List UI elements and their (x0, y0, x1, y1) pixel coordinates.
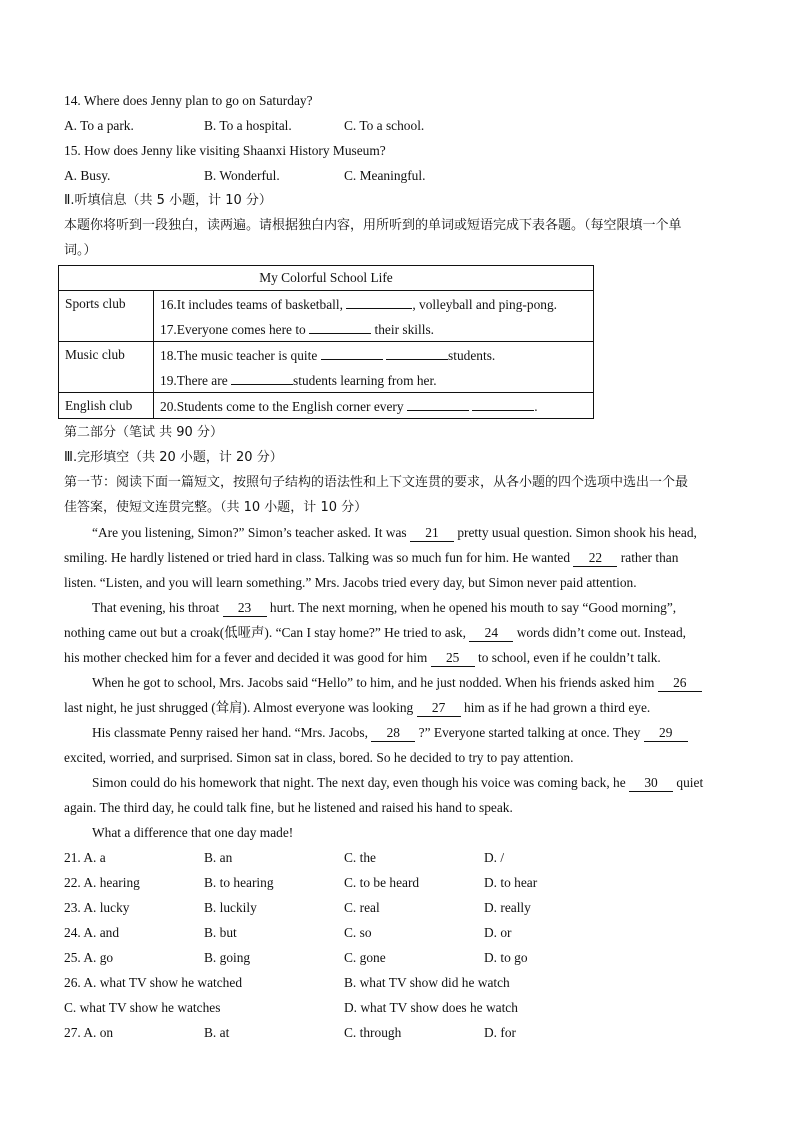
option-a[interactable]: 21. A. a (64, 850, 106, 865)
option-b: B. To a hospital. (204, 118, 292, 133)
option-a: A. To a park. (64, 118, 134, 133)
option-c[interactable]: C. the (344, 850, 376, 865)
option-b[interactable]: B. luckily (204, 900, 257, 915)
passage-line: Simon could do his homework that night. The next day, even though his voice was coming back, he 30 quiet (92, 775, 704, 790)
option-a[interactable]: 26. A. what TV show he watched (64, 975, 243, 990)
section-3-instruction-line-1: 第一节：阅读下面一篇短文，按照句子结构的语法性和上下文连贯的要求，从各小题的四个选项中选出一个最 (64, 475, 689, 490)
part-2-heading: 第二部分（笔试 共 90 分） (64, 425, 223, 440)
option-d[interactable]: D. / (484, 850, 505, 865)
option-b[interactable]: B. at (204, 1025, 230, 1040)
answer-blank-18b[interactable] (386, 342, 448, 360)
item-19: 19.There are students learning from her. (160, 367, 587, 392)
answer-blank-16[interactable] (346, 291, 412, 309)
english-club-cell (154, 393, 594, 419)
passage-line: excited, worried, and surprised. Simon sat in class, bored. So he decided to try to pay attention. (64, 750, 574, 765)
option-b[interactable]: B. an (204, 850, 233, 865)
table-title: My Colorful School Life (59, 266, 594, 291)
cloze-blank-28[interactable]: 28 (371, 724, 415, 742)
option-a: A. Busy. (64, 168, 111, 183)
question-26-options-row-1 (64, 970, 734, 995)
passage-line: his mother checked him for a fever and decided it was good for him 25 to school, even if he couldn’t talk. (64, 650, 661, 665)
question-25-options (64, 945, 734, 970)
passage-line: smiling. He hardly listened or tried hard in class. Talking was so much fun for him. He wanted 22 rather than (64, 550, 679, 565)
section-2-heading: Ⅱ.听填信息（共 5 小题，计 10 分） (64, 193, 272, 208)
option-d[interactable]: D. to go (484, 950, 528, 965)
option-d[interactable]: D. to hear (484, 875, 538, 890)
english-club-label: English club (59, 393, 154, 419)
option-a[interactable]: 24. A. and (64, 925, 120, 940)
option-a[interactable]: 27. A. on (64, 1025, 114, 1040)
exam-page (64, 88, 734, 1045)
section-3-instruction-line-2: 佳答案，使短文连贯完整。（共 10 小题，计 10 分） (64, 500, 368, 515)
item-17: 17.Everyone comes here to their skills. (160, 316, 587, 341)
option-c[interactable]: C. real (344, 900, 380, 915)
cloze-blank-21[interactable]: 21 (410, 524, 454, 542)
sports-club-cell (154, 291, 594, 342)
question-14-options (64, 113, 734, 138)
cloze-blank-27[interactable]: 27 (417, 699, 461, 717)
section-2-instruction-line-1: 本题你将听到一段独白，读两遍。请根据独白内容，用所听到的单词或短语完成下表各题。（每空限填一个单 (64, 218, 682, 233)
question-27-options (64, 1020, 734, 1045)
cloze-blank-26[interactable]: 26 (658, 674, 702, 692)
option-d[interactable]: D. for (484, 1025, 516, 1040)
item-20: 20.Students come to the English corner every . (160, 393, 587, 418)
music-club-cell (154, 342, 594, 393)
option-a[interactable]: 23. A. lucky (64, 900, 130, 915)
item-18: 18.The music teacher is quite students. (160, 342, 587, 367)
question-21-options (64, 845, 734, 870)
cloze-blank-25[interactable]: 25 (431, 649, 475, 667)
option-b[interactable]: B. going (204, 950, 251, 965)
option-c: C. Meaningful. (344, 168, 426, 183)
passage-line: What a difference that one day made! (92, 825, 294, 840)
option-b[interactable]: B. to hearing (204, 875, 274, 890)
section-3-heading: Ⅲ.完形填空（共 20 小题，计 20 分） (64, 450, 283, 465)
passage-line: listen. “Listen, and you will learn something.” Mrs. Jacobs tried every day, but Simon never paid attention. (64, 575, 637, 590)
cloze-blank-22[interactable]: 22 (573, 549, 617, 567)
passage-line: His classmate Penny raised her hand. “Mrs. Jacobs, 28 ?” Everyone started talking at once. They 29 (64, 720, 734, 745)
cloze-blank-29[interactable]: 29 (644, 724, 688, 742)
option-d[interactable]: D. really (484, 900, 531, 915)
passage-line: last night, he just shrugged (耸肩). Almost everyone was looking 27 him as if he had grown a third eye. (64, 700, 651, 715)
school-life-table (58, 265, 594, 419)
answer-blank-17[interactable] (309, 316, 371, 334)
item-16: 16.It includes teams of basketball, , volleyball and ping-pong. (160, 291, 587, 316)
cloze-blank-24[interactable]: 24 (469, 624, 513, 642)
passage-line: “Are you listening, Simon?” Simon’s teacher asked. It was 21 pretty usual question. Simon shook his head, (92, 525, 697, 540)
option-d[interactable]: D. or (484, 925, 512, 940)
answer-blank-20a[interactable] (407, 393, 469, 411)
option-c[interactable]: C. so (344, 925, 372, 940)
passage-line: When he got to school, Mrs. Jacobs said “Hello” to him, and he just nodded. When his friends asked him 26 (64, 670, 734, 695)
answer-blank-18a[interactable] (321, 342, 383, 360)
option-b[interactable]: B. what TV show did he watch (344, 975, 510, 990)
answer-blank-19[interactable] (231, 367, 293, 385)
question-15-stem: 15. How does Jenny like visiting Shaanxi History Museum? (64, 143, 386, 158)
option-a[interactable]: 25. A. go (64, 950, 114, 965)
question-15-options (64, 163, 734, 188)
option-c: C. To a school. (344, 118, 425, 133)
sports-club-label: Sports club (59, 291, 154, 342)
option-d[interactable]: D. what TV show does he watch (344, 1000, 518, 1015)
question-24-options (64, 920, 734, 945)
question-26-options-row-2 (64, 995, 734, 1020)
question-14-stem: 14. Where does Jenny plan to go on Saturday? (64, 93, 313, 108)
option-c[interactable]: C. gone (344, 950, 386, 965)
option-c[interactable]: C. to be heard (344, 875, 420, 890)
music-club-label: Music club (59, 342, 154, 393)
cloze-blank-30[interactable]: 30 (629, 774, 673, 792)
option-c[interactable]: C. through (344, 1025, 402, 1040)
option-c[interactable]: C. what TV show he watches (64, 1000, 221, 1015)
option-b[interactable]: B. but (204, 925, 237, 940)
option-a[interactable]: 22. A. hearing (64, 875, 140, 890)
option-b: B. Wonderful. (204, 168, 280, 183)
passage-line: nothing came out but a croak(低哑声). “Can I stay home?” He tried to ask, 24 words didn’t come out. Instead, (64, 625, 687, 640)
question-23-options (64, 895, 734, 920)
question-22-options (64, 870, 734, 895)
section-2-instruction-line-2: 词。） (64, 243, 97, 258)
passage-line: again. The third day, he could talk fine, but he listened and raised his hand to speak. (64, 800, 513, 815)
cloze-blank-23[interactable]: 23 (223, 599, 267, 617)
answer-blank-20b[interactable] (472, 393, 534, 411)
passage-line: That evening, his throat 23 hurt. The next morning, when he opened his mouth to say “Good morning”, (92, 600, 677, 615)
